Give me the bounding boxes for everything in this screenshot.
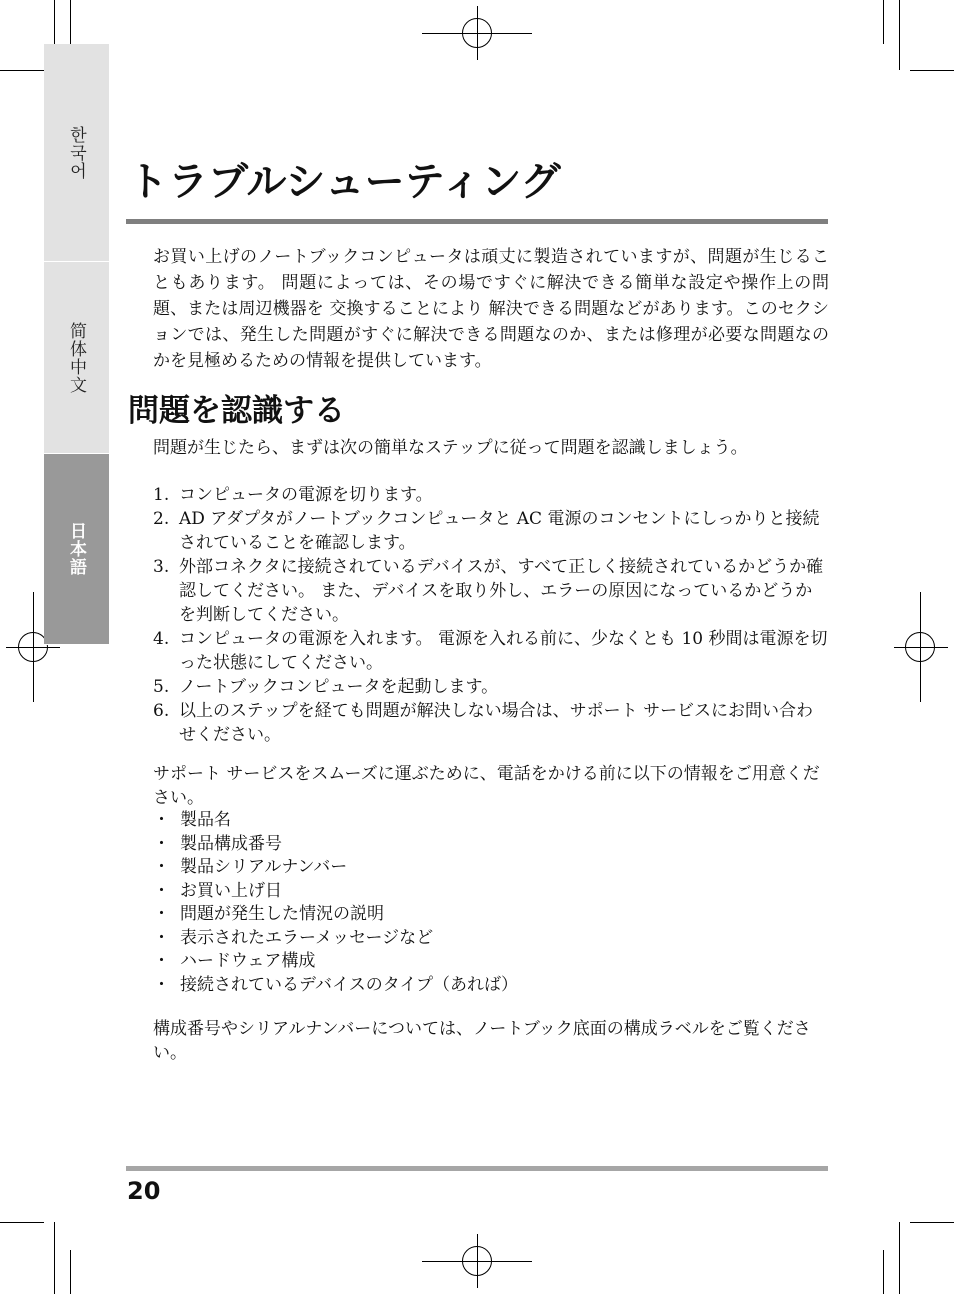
bullet-marker: ・ [153, 833, 170, 854]
tab-korean-label: 한국어 [66, 125, 86, 180]
footer-divider [126, 1166, 828, 1171]
info-checklist [153, 809, 829, 997]
step-text: 外部コネクタに接続されているデバイスが、すべて正しく接続されているかどうか確認してください。 また、デバイスを取り外し、エラーの原因になっているかどうかを判断してください。 [179, 557, 824, 625]
step-number: 6. [153, 701, 170, 721]
bullet-text: 製品名 [180, 810, 231, 830]
tab-japanese[interactable] [44, 454, 109, 645]
list-item [153, 856, 829, 880]
list-item [153, 927, 829, 951]
bullet-text: 製品シリアルナンバー [180, 857, 348, 877]
step-number: 4. [153, 629, 170, 649]
bullet-marker: ・ [153, 927, 170, 948]
bullet-marker: ・ [153, 951, 170, 971]
list-item [153, 507, 829, 555]
bullet-marker: ・ [153, 974, 170, 995]
bullet-marker: ・ [153, 810, 170, 830]
page-number: 20 [127, 1177, 161, 1205]
step-text: ノートブックコンピュータを起動します。 [179, 677, 499, 697]
closing-paragraph: 構成番号やシリアルナンバーについては、ノートブック底面の構成ラベルをご覧ください。 [153, 1019, 811, 1063]
list-item [153, 833, 829, 857]
bullet-marker: ・ [153, 880, 170, 901]
list-item [153, 880, 829, 904]
bullet-text: 表示されたエラーメッセージなど [180, 927, 434, 948]
list-item [153, 699, 829, 747]
bullet-text: お買い上げ日 [180, 880, 282, 901]
step-text: AD アダプタがノートブックコンピュータと AC 電源のコンセントにしっかりと接続されていることを確認します。 [179, 509, 820, 553]
bullet-text: ハードウェア構成 [180, 951, 316, 971]
list-item [153, 483, 829, 507]
step-text: コンピュータの電源を入れます。 電源を入れる前に、少なくとも 10 秒間は電源を切った状態にしてください。 [179, 629, 828, 673]
list-item [153, 627, 829, 675]
list-item [153, 675, 829, 699]
step-number: 5. [153, 677, 170, 697]
bullet-marker: ・ [153, 857, 170, 877]
step-number: 3. [153, 557, 170, 577]
page-title: トラブルシューティング [128, 159, 561, 205]
step-number: 2. [153, 509, 170, 529]
bullet-text: 製品構成番号 [180, 833, 282, 854]
list-item [153, 974, 829, 998]
list-item [153, 555, 829, 627]
title-divider [126, 219, 828, 224]
list-item [153, 903, 829, 927]
tab-simplified-chinese-label: 简体中文 [66, 321, 86, 394]
intro-paragraph: お買い上げのノートブックコンピュータは頑丈に製造されていますが、問題が生じることもあります。 問題によっては、その場ですぐに解決できる簡単な設定や操作上の問題、または周辺機器を 交換することにより 解決できる問題などがあります。このセクションでは、発生した問題がすぐに解決できる問題なのか、または修理が必要な問題なのかを見極めるための情報を提供しています。 [153, 247, 829, 371]
tab-japanese-label: 日本語 [66, 522, 86, 576]
step-text: コンピュータの電源を切ります。 [179, 485, 433, 505]
bullet-text: 接続されているデバイスのタイプ（あれば） [180, 974, 518, 995]
bullet-text: 問題が発生した情況の説明 [180, 904, 384, 924]
step-number: 1. [153, 485, 170, 505]
list-item [153, 950, 829, 974]
step-text: 以上のステップを経ても問題が解決しない場合は、サポート サービスにお問い合わせください。 [179, 701, 814, 745]
steps-list [153, 483, 829, 747]
tab-korean[interactable] [44, 44, 109, 262]
list-item [153, 809, 829, 833]
section-heading: 問題を認識する [128, 393, 345, 429]
lead-paragraph: 問題が生じたら、まずは次の簡単なステップに従って問題を認識しましょう。 [153, 438, 748, 458]
support-prep-paragraph: サポート サービスをスムーズに運ぶために、電話をかける前に以下の情報をご用意ください。 [153, 764, 820, 808]
bullet-marker: ・ [153, 904, 170, 924]
tab-simplified-chinese[interactable] [44, 262, 109, 454]
language-tabs [44, 44, 109, 645]
